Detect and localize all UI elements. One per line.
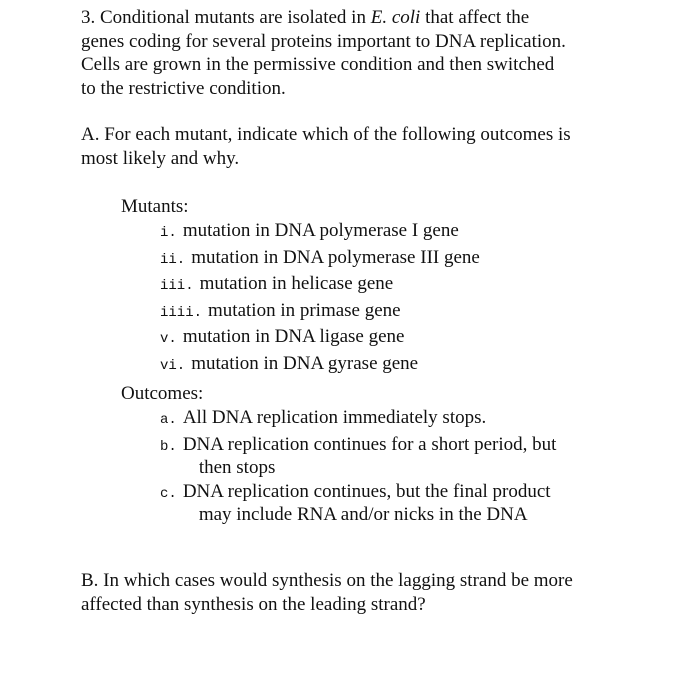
mutant-marker: ii. [160,251,186,268]
outcome-text [183,480,593,527]
part-a-text: A. For each mutant, indicate which of the following outcomes is [81,124,571,145]
mutant-marker: i. [160,225,177,241]
mutant-text: mutation in primase gene [208,299,401,321]
mutant-marker: iii. [160,278,194,294]
outcome-line: All DNA replication immediately stops. [182,407,487,428]
outcome-line-continued: then stops [198,457,276,478]
mutant-item [160,246,480,273]
outcomes-list [160,406,593,527]
outcome-line: DNA replication continues, but the final product [182,480,551,502]
outcome-item [160,480,593,527]
outcome-marker: a. [160,412,177,428]
mutant-item [160,299,480,326]
part-b-prompt [81,569,641,616]
mutant-text: mutation in DNA ligase gene [182,326,405,347]
question-intro-text: 3. Conditional mutants are isolated in [81,7,371,28]
mutant-text: mutation in DNA gyrase gene [191,352,419,374]
outcome-text [183,433,593,480]
part-b-text: affected than synthesis on the leading strand? [81,593,426,615]
mutant-item [160,325,480,352]
mutant-text: mutation in helicase gene [199,273,394,294]
mutant-marker: vi. [160,357,186,374]
question-intro-text: that affect the [420,7,530,28]
part-b-text: B. In which cases would synthesis on the lagging strand be more [81,570,573,591]
question-intro-text: Cells are grown in the permissive condition and then switched [81,54,555,75]
mutant-marker: v. [160,331,177,347]
outcome-item [160,406,593,433]
outcome-marker: c. [160,485,177,502]
part-a-text: most likely and why. [81,147,240,169]
mutant-text: mutation in DNA polymerase I gene [182,220,459,241]
outcome-item [160,433,593,480]
question-intro-text: genes coding for several proteins important to DNA replication. [81,30,566,52]
mutant-item [160,219,480,246]
mutants-label: Mutants: [121,196,189,217]
mutant-marker: iiii. [160,304,203,321]
question-intro-text: to the restrictive condition. [81,77,286,99]
mutant-text: mutation in DNA polymerase III gene [191,246,480,268]
outcomes-label: Outcomes: [121,383,204,404]
outcome-marker: b. [160,438,177,455]
mutant-item [160,272,480,299]
part-a-prompt [81,123,641,170]
outcome-line: DNA replication continues for a short period, but [182,433,557,455]
question-intro [81,6,641,100]
outcome-text [183,406,593,430]
organism-name: E. coli [370,7,421,28]
outcome-line-continued: may include RNA and/or nicks in the DNA [198,504,528,525]
mutants-list [160,219,480,378]
mutant-item [160,352,480,379]
